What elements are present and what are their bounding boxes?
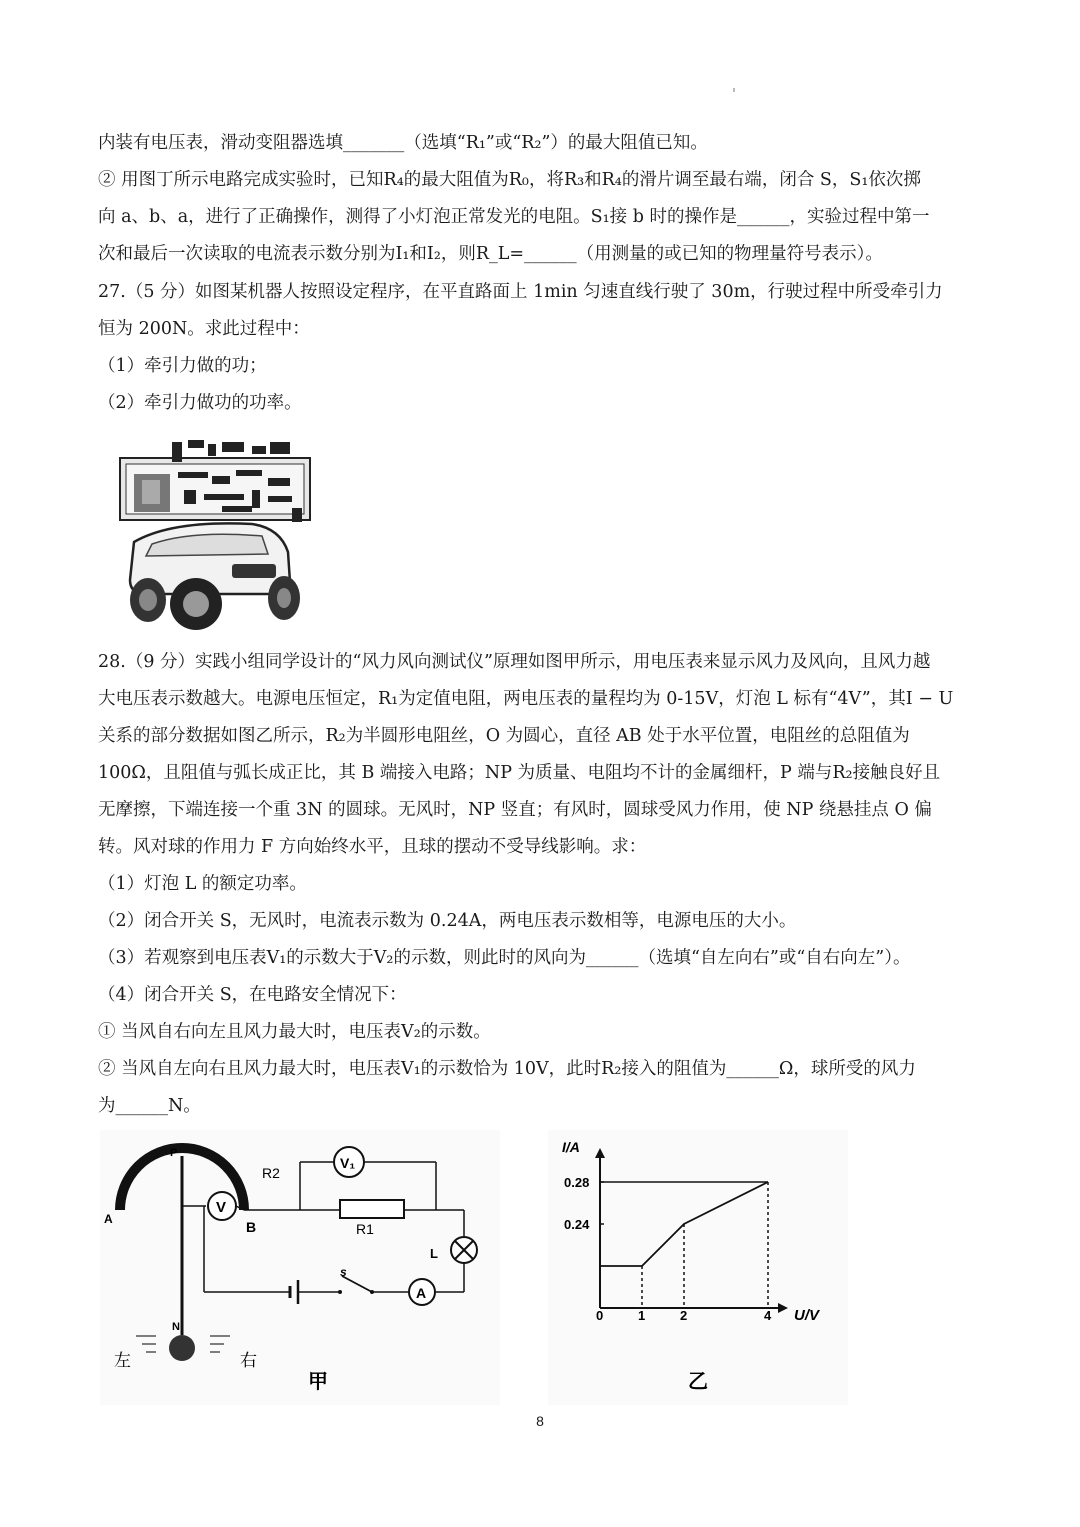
pendulum-ball-icon <box>169 1335 195 1361</box>
label-A: A <box>104 1212 113 1226</box>
label-R1: R1 <box>356 1221 374 1237</box>
label-L: L <box>430 1246 438 1261</box>
label-V1: V₁ <box>340 1155 356 1171</box>
x-axis-label: U/V <box>794 1307 820 1324</box>
caption-jia: 甲 <box>308 1371 328 1393</box>
x-tick-label: 2 <box>680 1308 688 1323</box>
label-N: N <box>172 1321 180 1333</box>
page-number: 8 <box>536 1413 544 1429</box>
sub-question: （2）牵引力做功的功率。 <box>98 393 302 413</box>
y-axis-label: I/A <box>562 1139 580 1155</box>
text-line: 100Ω，且阻值与弧长成正比，其 B 端接入电路；NP 为质量、电阻均不计的金属细杆，P 端与R₂接触良好且 <box>98 763 941 783</box>
text-line: ② 用图丁所示电路完成实验时，已知R₄的最大阻值为R₀，将R₃和R₄的滑片调至最右端，闭合 S，S₁依次掷 <box>98 170 921 190</box>
robot-image <box>112 432 312 632</box>
text-line: 为______N。 <box>98 1096 201 1116</box>
circuit-diagram-jia <box>100 1130 500 1405</box>
sub-question: （1）灯泡 L 的额定功率。 <box>98 874 307 894</box>
scan-speck <box>733 88 735 92</box>
sub-question: （3）若观察到电压表V₁的示数大于V₂的示数，则此时的风向为______（选填“自左向右”或“自右向左”）。 <box>98 948 911 968</box>
question-27: 27.（5 分）如图某机器人按照设定程序，在平直路面上 1min 匀速直线行驶了 30m，行驶过程中所受牵引力 <box>98 282 943 302</box>
caption-yi: 乙 <box>688 1371 708 1393</box>
text-line: 内装有电压表，滑动变阻器选填_______（选填“R₁”或“R₂”）的最大阻值已知。 <box>98 133 708 153</box>
label-right: 右 <box>240 1351 257 1370</box>
label-R2: R2 <box>262 1165 280 1181</box>
question-28: 28.（9 分）实践小组同学设计的“风力风向测试仪”原理如图甲所示，用电压表来显示风力及风向，且风力越 <box>98 652 931 672</box>
sub-question: （4）闭合开关 S，在电路安全情况下： <box>98 985 407 1005</box>
label-left: 左 <box>114 1351 131 1370</box>
resistor-R1-icon <box>340 1200 404 1218</box>
text-line: 次和最后一次读取的电流表示数分别为I₁和I₂，则R_L=______（用测量的或已知的物理量符号表示）。 <box>98 244 883 264</box>
sub-question: （1）牵引力做的功； <box>98 356 267 376</box>
y-tick-label: 0.24 <box>564 1217 590 1232</box>
label-B: B <box>246 1219 257 1235</box>
sub-question: （2）闭合开关 S，无风时，电流表示数为 0.24A，两电压表示数相等，电源电压的大小。 <box>98 911 797 931</box>
y-tick-label: 0.28 <box>564 1175 590 1190</box>
text-line: 大电压表示数越大。电源电压恒定，R₁为定值电阻，两电压表的量程均为 0-15V，灯泡 L 标有“4V”，其I − U <box>98 689 954 709</box>
label-A-meter: A <box>416 1285 427 1301</box>
label-S: s <box>340 1265 347 1279</box>
sub-question: ② 当风自左向右且风力最大时，电压表V₁的示数恰为 10V，此时R₂接入的阻值为______Ω，球所受的风力 <box>98 1059 916 1079</box>
iu-chart-yi <box>548 1130 848 1405</box>
sub-question: ① 当风自右向左且风力最大时，电压表V₂的示数。 <box>98 1022 491 1042</box>
text-line: 无摩擦，下端连接一个重 3N 的圆球。无风时，NP 竖直；有风时，圆球受风力作用，使 NP 绕悬挂点 O 偏 <box>98 800 932 820</box>
text-line: 向 a、b、a，进行了正确操作，测得了小灯泡正常发光的电阻。S₁接 b 时的操作是______，实验过程中第一 <box>98 207 930 227</box>
label-P: P <box>170 1147 178 1159</box>
text-line: 关系的部分数据如图乙所示，R₂为半圆形电阻丝，O 为圆心，直径 AB 处于水平位置，电阻丝的总阻值为 <box>98 726 910 746</box>
text-line: 恒为 200N。求此过程中： <box>98 319 310 339</box>
x-tick-label: 1 <box>638 1308 646 1323</box>
label-V: V <box>216 1199 227 1216</box>
text-line: 转。风对球的作用力 F 方向始终水平，且球的摆动不受导线影响。求： <box>98 837 647 857</box>
x-tick-label: 0 <box>596 1308 604 1323</box>
x-tick-label: 4 <box>764 1308 772 1323</box>
